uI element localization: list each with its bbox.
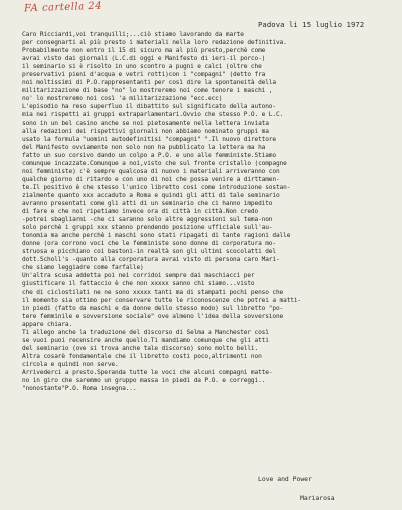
letter-line: sono in un bel casino anche se noi pietosamente nella lettera inviata: [22, 119, 269, 127]
letter-line: circola e quindi non serve.: [22, 360, 119, 368]
letter-line: per consegnarti al più presto i materiali nella loro redazione definitiva.: [22, 39, 287, 47]
date-line: Padova li 15 luglio 1972: [258, 20, 365, 29]
letter-line: militarizzazione di base "no" lo mostreremo noi come tenore i maschi ,: [22, 87, 273, 95]
letter-line: in piedi (fatto da maschi e da donne dello stesso modo) sul libretto "po-: [22, 304, 284, 312]
signature-name: Mariarosa: [300, 494, 335, 502]
letter-line: -potrei sbagliarmi -che ci saranno solo altre aggressioni sul tema-non: [22, 216, 273, 224]
letter-line: mia nei rispetti ai gruppi extraparlamentari.Ovvio che stesso P.O. e L.C.: [22, 111, 284, 119]
letter-line: Altra cosarè fondamentale che il libretto costi poco,altrimenti non: [22, 352, 262, 360]
letter-line: tonomia ma anche perchè i maschi sono stati ripagati di tante ragioni dalle: [22, 232, 291, 240]
handwritten-annotation: FA cartella 24: [23, 0, 103, 15]
letter-line: no' lo mostreremo noi così 'a militarizzazione "ecc.ecc): [22, 95, 223, 103]
letter-line: struosa e picchiano coi bastoni-in realtà son gli ultimi scocolatti del: [22, 248, 276, 256]
letter-line: tere femminile e sovversione sociale" ove almeno l'idea della sovversione: [22, 312, 284, 320]
letter-line: appare chiara.: [22, 320, 73, 328]
letter-line: giustificare il fattaccio è che non xxxxx sanno chi siamo...visto: [22, 280, 255, 288]
letter-line: no in giro che saremmo un gruppo massa in piedi da P.O. e correggi..: [22, 377, 266, 385]
letter-line: Probabilmente non entro il 15 di sicuro ma al più presto,perchè come: [22, 47, 266, 55]
letter-line: del seminario (ove si trova anche tale discorso) sono molto belli.: [22, 344, 259, 352]
letter-line: che di ciclostilati ne ne sono xxxxx tanti ma di stampati pochi penso che: [22, 288, 284, 296]
letter-line: L'episodio ha reso superfluo il dibattito sul significato della autono-: [22, 103, 276, 111]
letter-line: donne (ora corrono voci che le femministe sono donne di corporatura mo-: [22, 240, 276, 248]
letter-line: usato la formula "uomini autodefinitisi "compagni" ".Il nuovo direttore: [22, 135, 276, 143]
letter-line: zialmente quanto xxx accaduto a Roma e quindi gli atti di tale seminario: [22, 191, 280, 199]
letter-line: noi femministe) c'è sempre qualcosa di nuovo i materiali arriveranno con: [22, 167, 280, 175]
letter-line: qualche giorno di ritardo e con uno di noi che possa venire a dirttamen-: [22, 175, 280, 183]
letter-line: se vuoi puoi recensire anche quello.Ti mandiamo comunque che gli atti: [22, 336, 269, 344]
letter-line: di fare e che noi ripetiamo invece ora di città in città.Non credo: [22, 208, 259, 216]
letter-line: Un'altra scusa addetta poi nei corridoi sempre dai maschiacci per: [22, 272, 255, 280]
letter-line: alla redazioni dei rispettivi giornali non abbiamo nominato gruppi ma: [22, 127, 269, 135]
letter-line: comunque incazzate.Comunque a noi,visto che sul fronte cristallo (compagne: [22, 159, 287, 167]
letter-line: fatto un suo corsivo dando un colpo a P.O. e uno alle femministe.Stiamo: [22, 151, 276, 159]
letter-line: che siamo leggiadre come farfalle): [22, 264, 144, 272]
letter-line: solo perchè i gruppi xxx stanno prendendo posizione ufficiale sull'au-: [22, 224, 273, 232]
letter-body: [22, 31, 388, 393]
letter-line: Ti allego anche la traduzione del discorso di Selma a Manchester così: [22, 328, 269, 336]
letter-line: "nonostante"P.O. Roma insegna...: [22, 385, 137, 393]
letter-line: del Manifesto ovviamente non solo non ha pubblicato la lettera ma ha: [22, 143, 266, 151]
letter-line: avranno presentati come gli atti di un seminario che ci hanno impedito: [22, 199, 273, 207]
closing-line: Love and Power: [258, 475, 312, 483]
letter-line: te.Il positivo è che stesso l'unico libretto cosi come introduzione sostan-: [22, 183, 291, 191]
letter-line: noi moltissimi di P.O.rappresentanti per così dire la spontaneità della: [22, 79, 276, 87]
letter-line: Arrivederci a presto.Speranda tutte le voci che alcuni compagni matte-: [22, 368, 273, 376]
letter-line: il seminario si è risolto in uno scontro a pugni e calci (oltre che: [22, 63, 262, 71]
letter-line: preservativi pieni d'acqua e vetri rotti)con i "compagni" (detto fra: [22, 71, 266, 79]
letter-line: Caro Ricciardi,voi tranquilli;...ciò stiamo lavorando da marte: [22, 31, 244, 38]
letter-line: avrai visto dai giornali (L.C.di oggi e Manifesto di ieri-il porco-): [22, 55, 266, 63]
letter-line: dott.Scholl's -quanto alla corporatura avrai visto di persona caro Mari-: [22, 256, 280, 264]
letter-line: il momento sia ottimo per conservare tutte le riconoscenze che potrei a matti-: [22, 296, 302, 304]
